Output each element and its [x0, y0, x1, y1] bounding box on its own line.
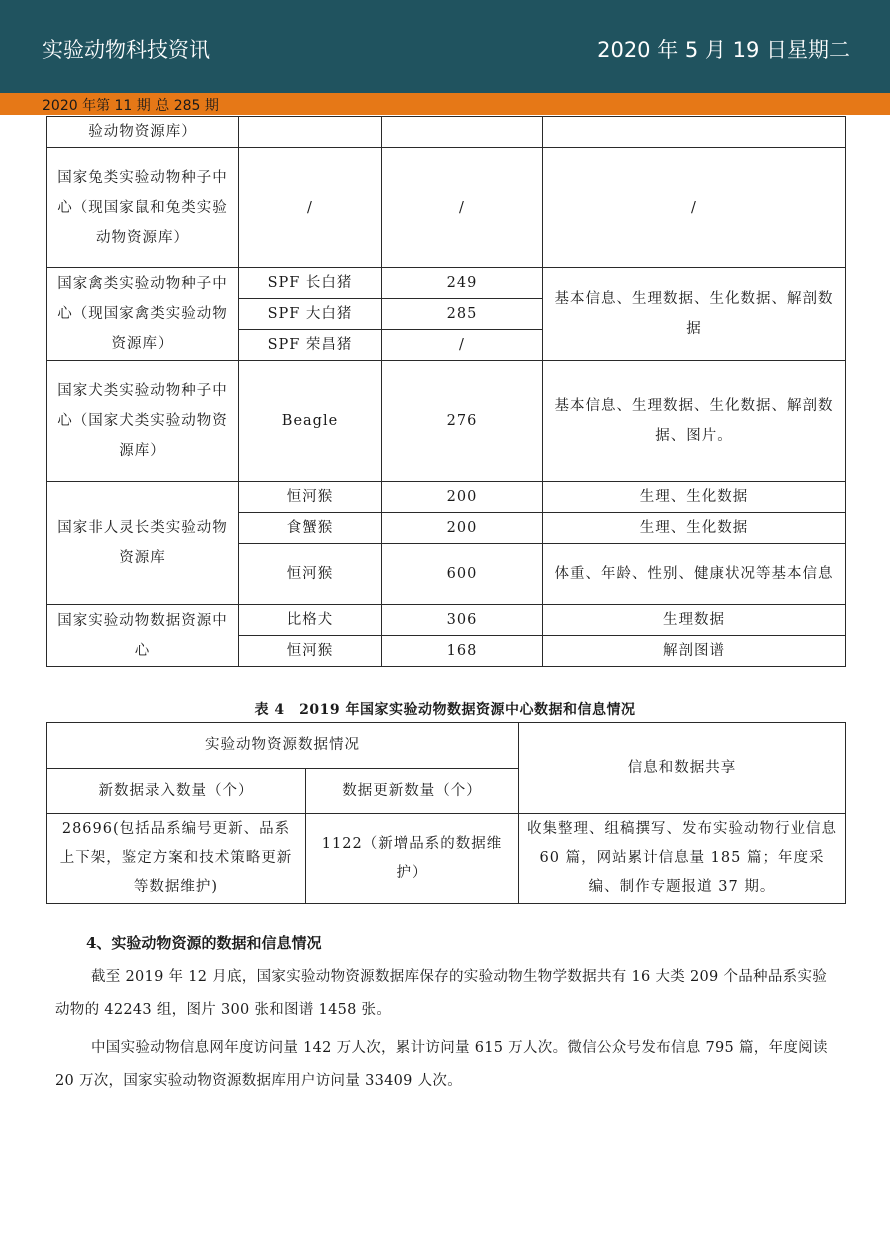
newsletter-title: 实验动物科技资讯 [42, 38, 210, 62]
table-cell: SPF 长白猪 [239, 268, 382, 299]
table-cell: 体重、年龄、性别、健康状况等基本信息 [543, 544, 846, 605]
table-cell [382, 117, 543, 148]
table-cell: / [239, 148, 382, 268]
table-cell: 恒河猴 [239, 544, 382, 605]
table-cell: Beagle [239, 361, 382, 482]
data-info-table [46, 722, 846, 904]
table-cell: 国家犬类实验动物种子中心（国家犬类实验动物资源库） [47, 361, 239, 482]
table-cell [239, 117, 382, 148]
table-cell: / [382, 148, 543, 268]
table-cell: 200 [382, 513, 543, 544]
table-cell: 验动物资源库） [47, 117, 239, 148]
share-header: 信息和数据共享 [519, 723, 846, 814]
body-paragraph: 中国实验动物信息网年度访问量 142 万人次，累计访问量 615 万人次。微信公众号发布信息 795 篇，年度阅读 20 万次，国家实验动物资源数据库用户访问量 33409 人次。 [55, 1040, 828, 1089]
table-cell: 生理数据 [543, 605, 846, 636]
table-cell: 国家禽类实验动物种子中心（现国家禽类实验动物资源库） [47, 268, 239, 361]
table-cell: 生理、生化数据 [543, 513, 846, 544]
table-cell: 收集整理、组稿撰写、发布实验动物行业信息 60 篇，网站累计信息量 185 篇；年度采编、制作专题报道 37 期。 [519, 814, 846, 904]
table-cell: 285 [382, 299, 543, 330]
table-cell: / [382, 330, 543, 361]
issue-number: 2020 年第 11 期 总 285 期 [42, 98, 219, 114]
page-header-bar [0, 0, 890, 93]
table-cell: 1122（新增品系的数据维护） [306, 814, 519, 904]
table-cell: 国家兔类实验动物种子中心（现国家鼠和兔类实验动物资源库） [47, 148, 239, 268]
table-cell: 解剖图谱 [543, 636, 846, 667]
table-cell: 恒河猴 [239, 636, 382, 667]
table-caption: 表 4 2019 年国家实验动物数据资源中心数据和信息情况 [254, 702, 636, 718]
table-cell: 249 [382, 268, 543, 299]
table-cell: SPF 大白猪 [239, 299, 382, 330]
table-cell: 306 [382, 605, 543, 636]
table-cell: 比格犬 [239, 605, 382, 636]
table-cell: 168 [382, 636, 543, 667]
section-heading: 4、实验动物资源的数据和信息情况 [86, 934, 322, 952]
animal-resource-table [46, 116, 846, 667]
table-cell: 食蟹猴 [239, 513, 382, 544]
table-cell: 恒河猴 [239, 482, 382, 513]
table-cell: 28696(包括品系编号更新、品系上下架，鉴定方案和技术策略更新等数据维护) [47, 814, 306, 904]
col-header-updates: 数据更新数量（个） [306, 769, 519, 814]
table-cell: 基本信息、生理数据、生化数据、解剖数据 [543, 268, 846, 361]
table-cell: 国家实验动物数据资源中心 [47, 605, 239, 667]
table-cell: 276 [382, 361, 543, 482]
table-cell: 国家非人灵长类实验动物资源库 [47, 482, 239, 605]
table-cell: 基本信息、生理数据、生化数据、解剖数据、图片。 [543, 361, 846, 482]
group-header: 实验动物资源数据情况 [47, 723, 519, 769]
table-cell: / [543, 148, 846, 268]
table-cell: 600 [382, 544, 543, 605]
table-cell: 生理、生化数据 [543, 482, 846, 513]
table-cell: 200 [382, 482, 543, 513]
issue-date: 2020 年 5 月 19 日星期二 [597, 38, 850, 62]
table-cell: SPF 荣昌猪 [239, 330, 382, 361]
body-paragraph: 截至 2019 年 12 月底，国家实验动物资源数据库保存的实验动物生物学数据共有 16 大类 209 个品种品系实验动物的 42243 组，图片 300 张和图谱 1458 张。 [55, 969, 828, 1018]
table-cell [543, 117, 846, 148]
col-header-new-records: 新数据录入数量（个） [47, 769, 306, 814]
